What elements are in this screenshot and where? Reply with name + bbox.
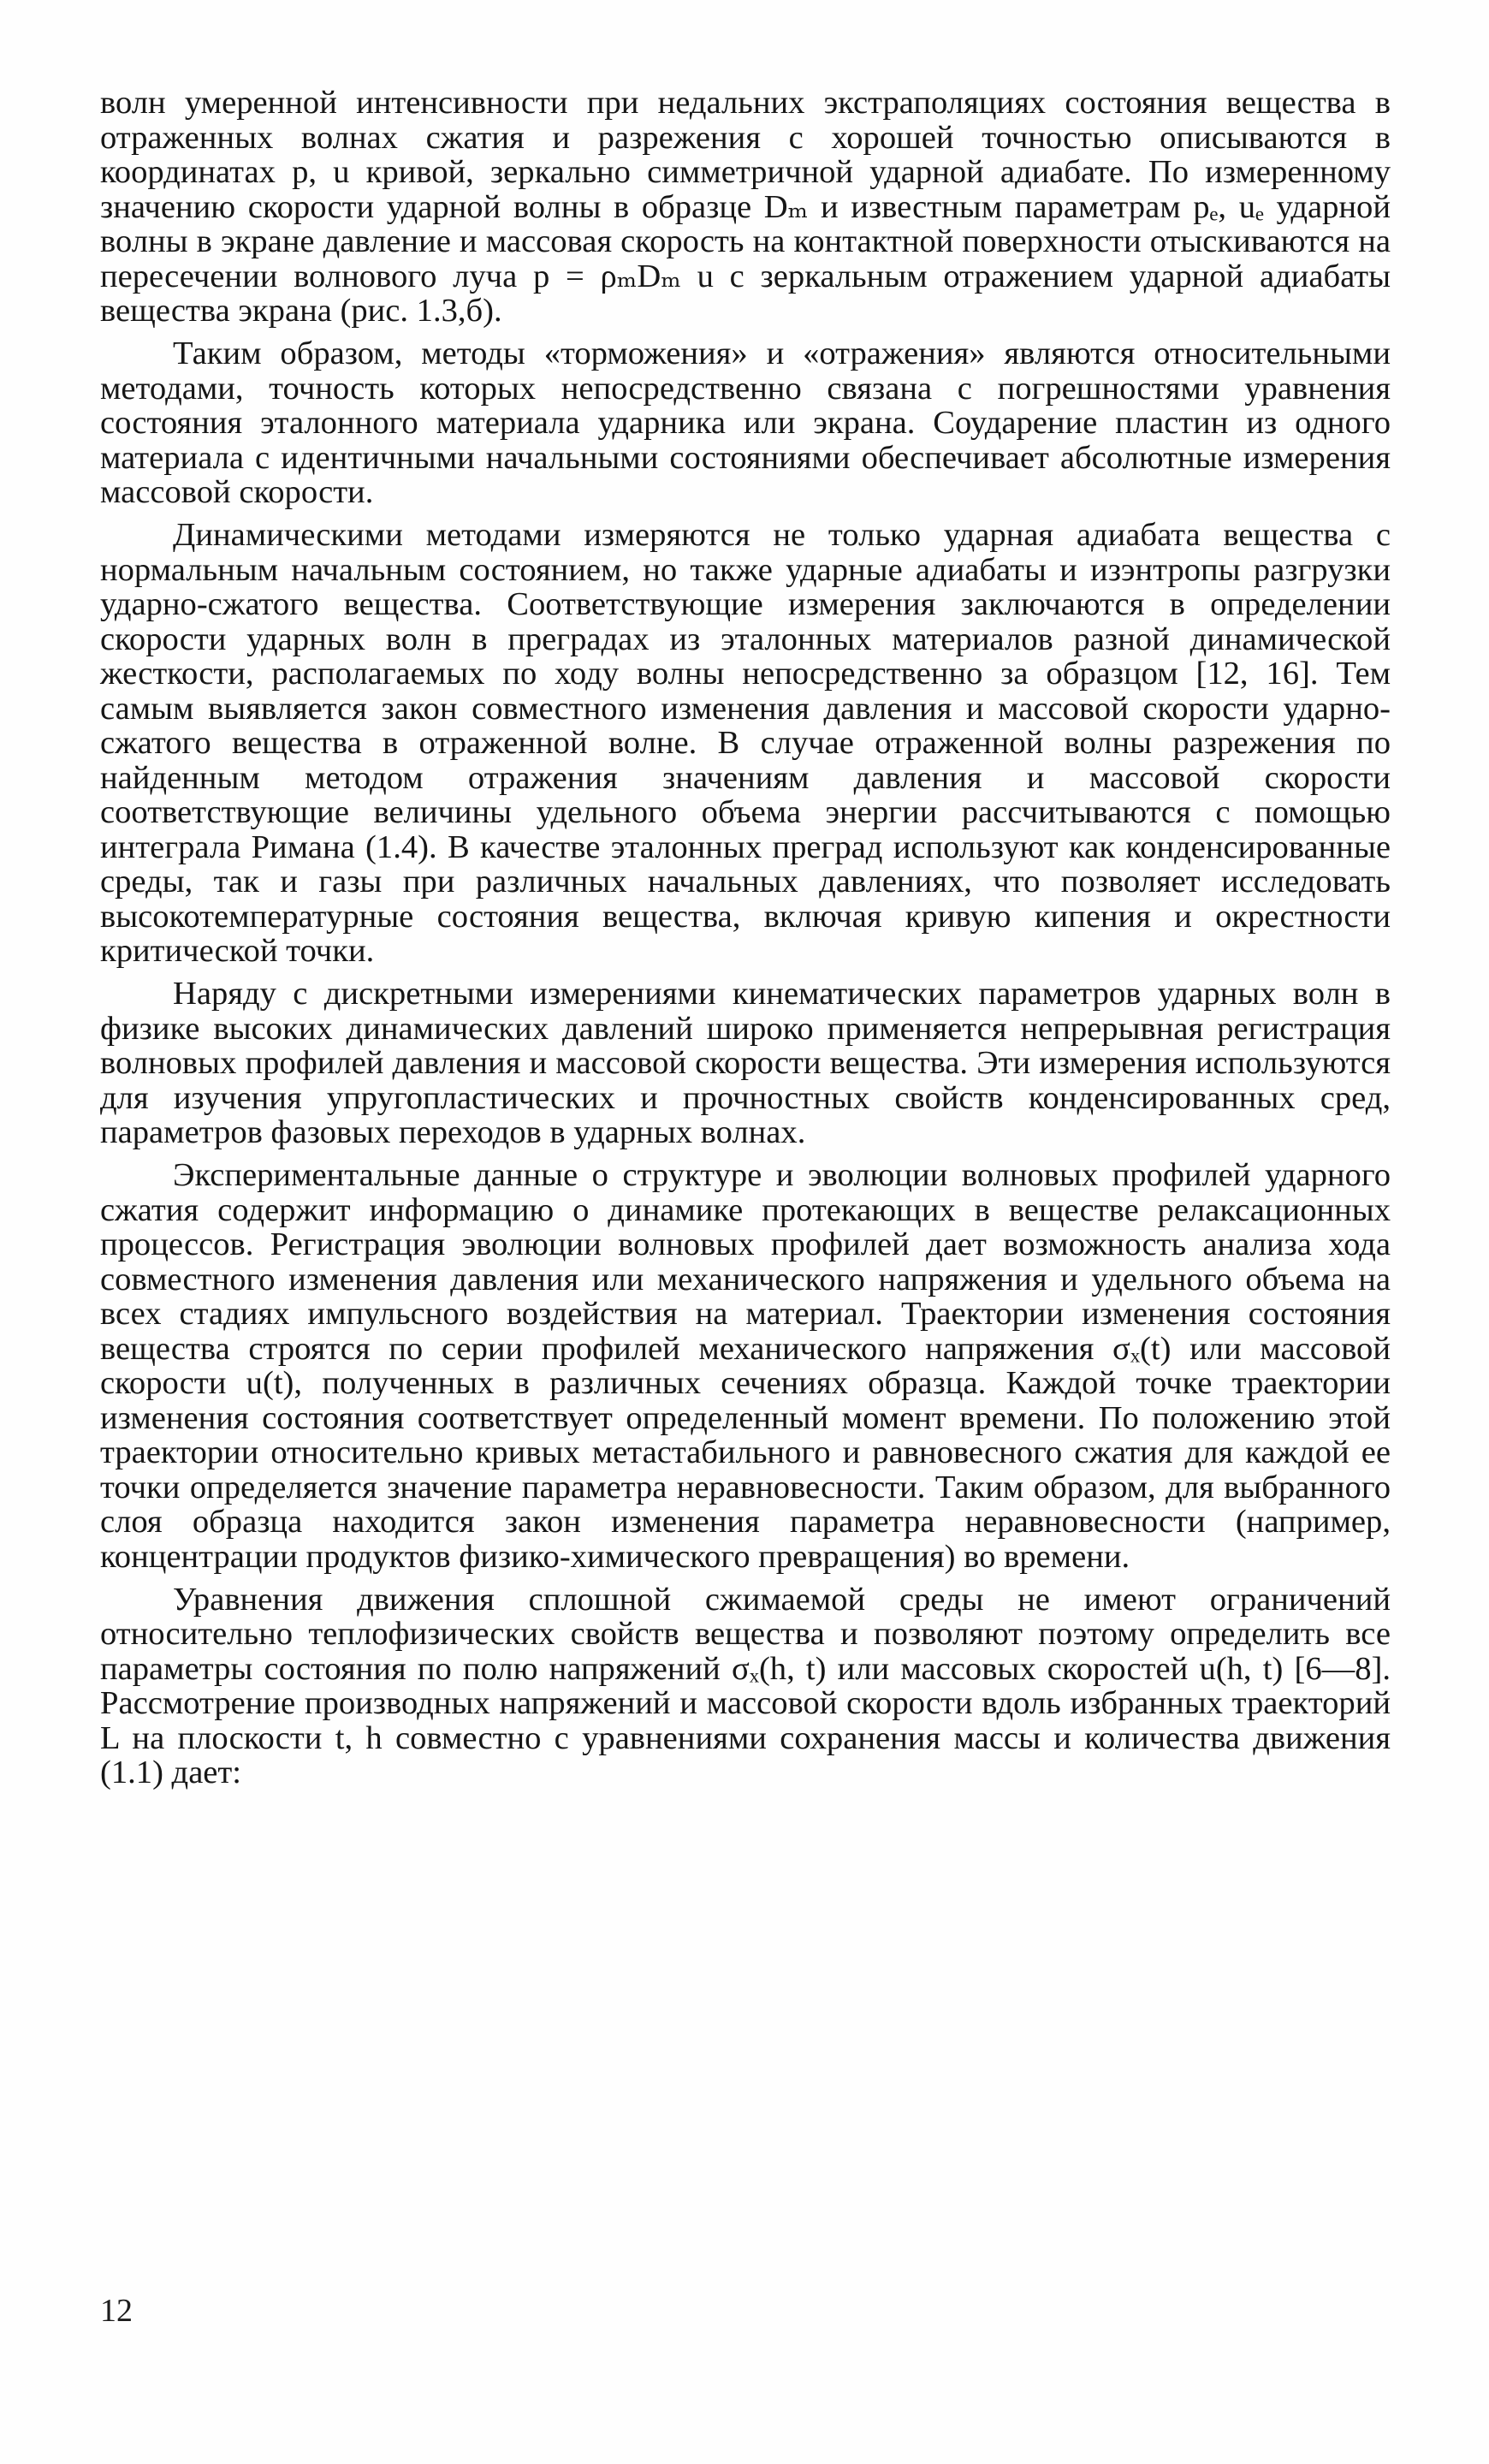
page-number: 12 (100, 2293, 133, 2329)
paragraph-continuous-registration: Наряду с дискретными измерениями кинематических параметров ударных волн в физике высоких динамических давлений широко применяется непрерывная регистрация волновых профилей давления и массовой скорости вещества. Эти измерения используются для изучения упругопластических и прочностных свойств конденсированных сред, параметров фазовых переходов в ударных волнах. (100, 976, 1391, 1150)
paragraph-motion-equations: Уравнения движения сплошной сжимаемой среды не имеют ограничений относительно теплофизических свойств вещества и позволяют поэтому определить все параметры состояния по полю напряжений σₓ(h, t) или массовых скоростей u(h, t) [6—8]. Рассмотрение производных напряжений и массовой скорости вдоль избранных траекторий L на плоскости t, h совместно с уравнениями сохранения массы и количества движения (1.1) дает: (100, 1581, 1391, 1790)
paragraph-relative-methods: Таким образом, методы «торможения» и «отражения» являются относительными методами, точность которых непосредственно связана с погрешностями уравнения состояния эталонного материала ударника или экрана. Соударение пластин из одного материала с идентичными начальными состояниями обеспечивает абсолютные измерения массовой скорости. (100, 335, 1391, 510)
paragraph-experimental-data: Экспериментальные данные о структуре и эволюции волновых профилей ударного сжатия содержит информацию о динамике протекающих в веществе релаксационных процессов. Регистрация эволюции волновых профилей дает возможность анализа хода совместного изменения давления или механического напряжения и удельного объема на всех стадиях импульсного воздействия на материал. Траектории изменения состояния вещества строятся по серии профилей механического напряжения σₓ(t) или массовой скорости u(t), полученных в различных сечениях образца. Каждой точке траектории изменения состояния соответствует определенный момент времени. По положению этой траектории относительно кривых метастабильного и равновесного сжатия для каждой ее точки определяется значение параметра неравновесности. Таким образом, для выбранного слоя образца находится закон изменения параметра неравновесности (например, концентрации продуктов физико-химического превращения) во времени. (100, 1157, 1391, 1575)
paragraph-continuation: волн умеренной интенсивности при недальних экстраполяциях состояния вещества в отраженных волнах сжатия и разрежения с хорошей точностью описываются в координатах p, u кривой, зеркально симметричной ударной адиабате. По измеренному значению скорости ударной волны в образце Dₘ и известным параметрам pₑ, uₑ ударной волны в экране давление и массовая скорость на контактной поверхности отыскиваются на пересечении волнового луча p = ρₘDₘ u с зеркальным отражением ударной адиабаты вещества экрана (рис. 1.3,б). (100, 85, 1391, 329)
paragraph-dynamic-methods: Динамическими методами измеряются не только ударная адиабата вещества с нормальным начальным состоянием, но также ударные адиабаты и изэнтропы разгрузки ударно-сжатого вещества. Соответствующие измерения заключаются в определении скорости ударных волн в преградах из эталонных материалов разной динамической жесткости, располагаемых по ходу волны непосредственно за образцом [12, 16]. Тем самым выявляется закон совместного изменения давления и массовой скорости ударно-сжатого вещества в отраженной волне. В случае отраженной волны разрежения по найденным методом отражения значениям давления и массовой скорости соответствующие величины удельного объема энергии рассчитываются с помощью интеграла Римана (1.4). В качестве эталонных преград используют как конденсированные среды, так и газы при различных начальных давлениях, что позволяет исследовать высокотемпературные состояния вещества, включая кривую кипения и окрестности критической точки. (100, 517, 1391, 969)
body-text (100, 86, 1391, 1790)
